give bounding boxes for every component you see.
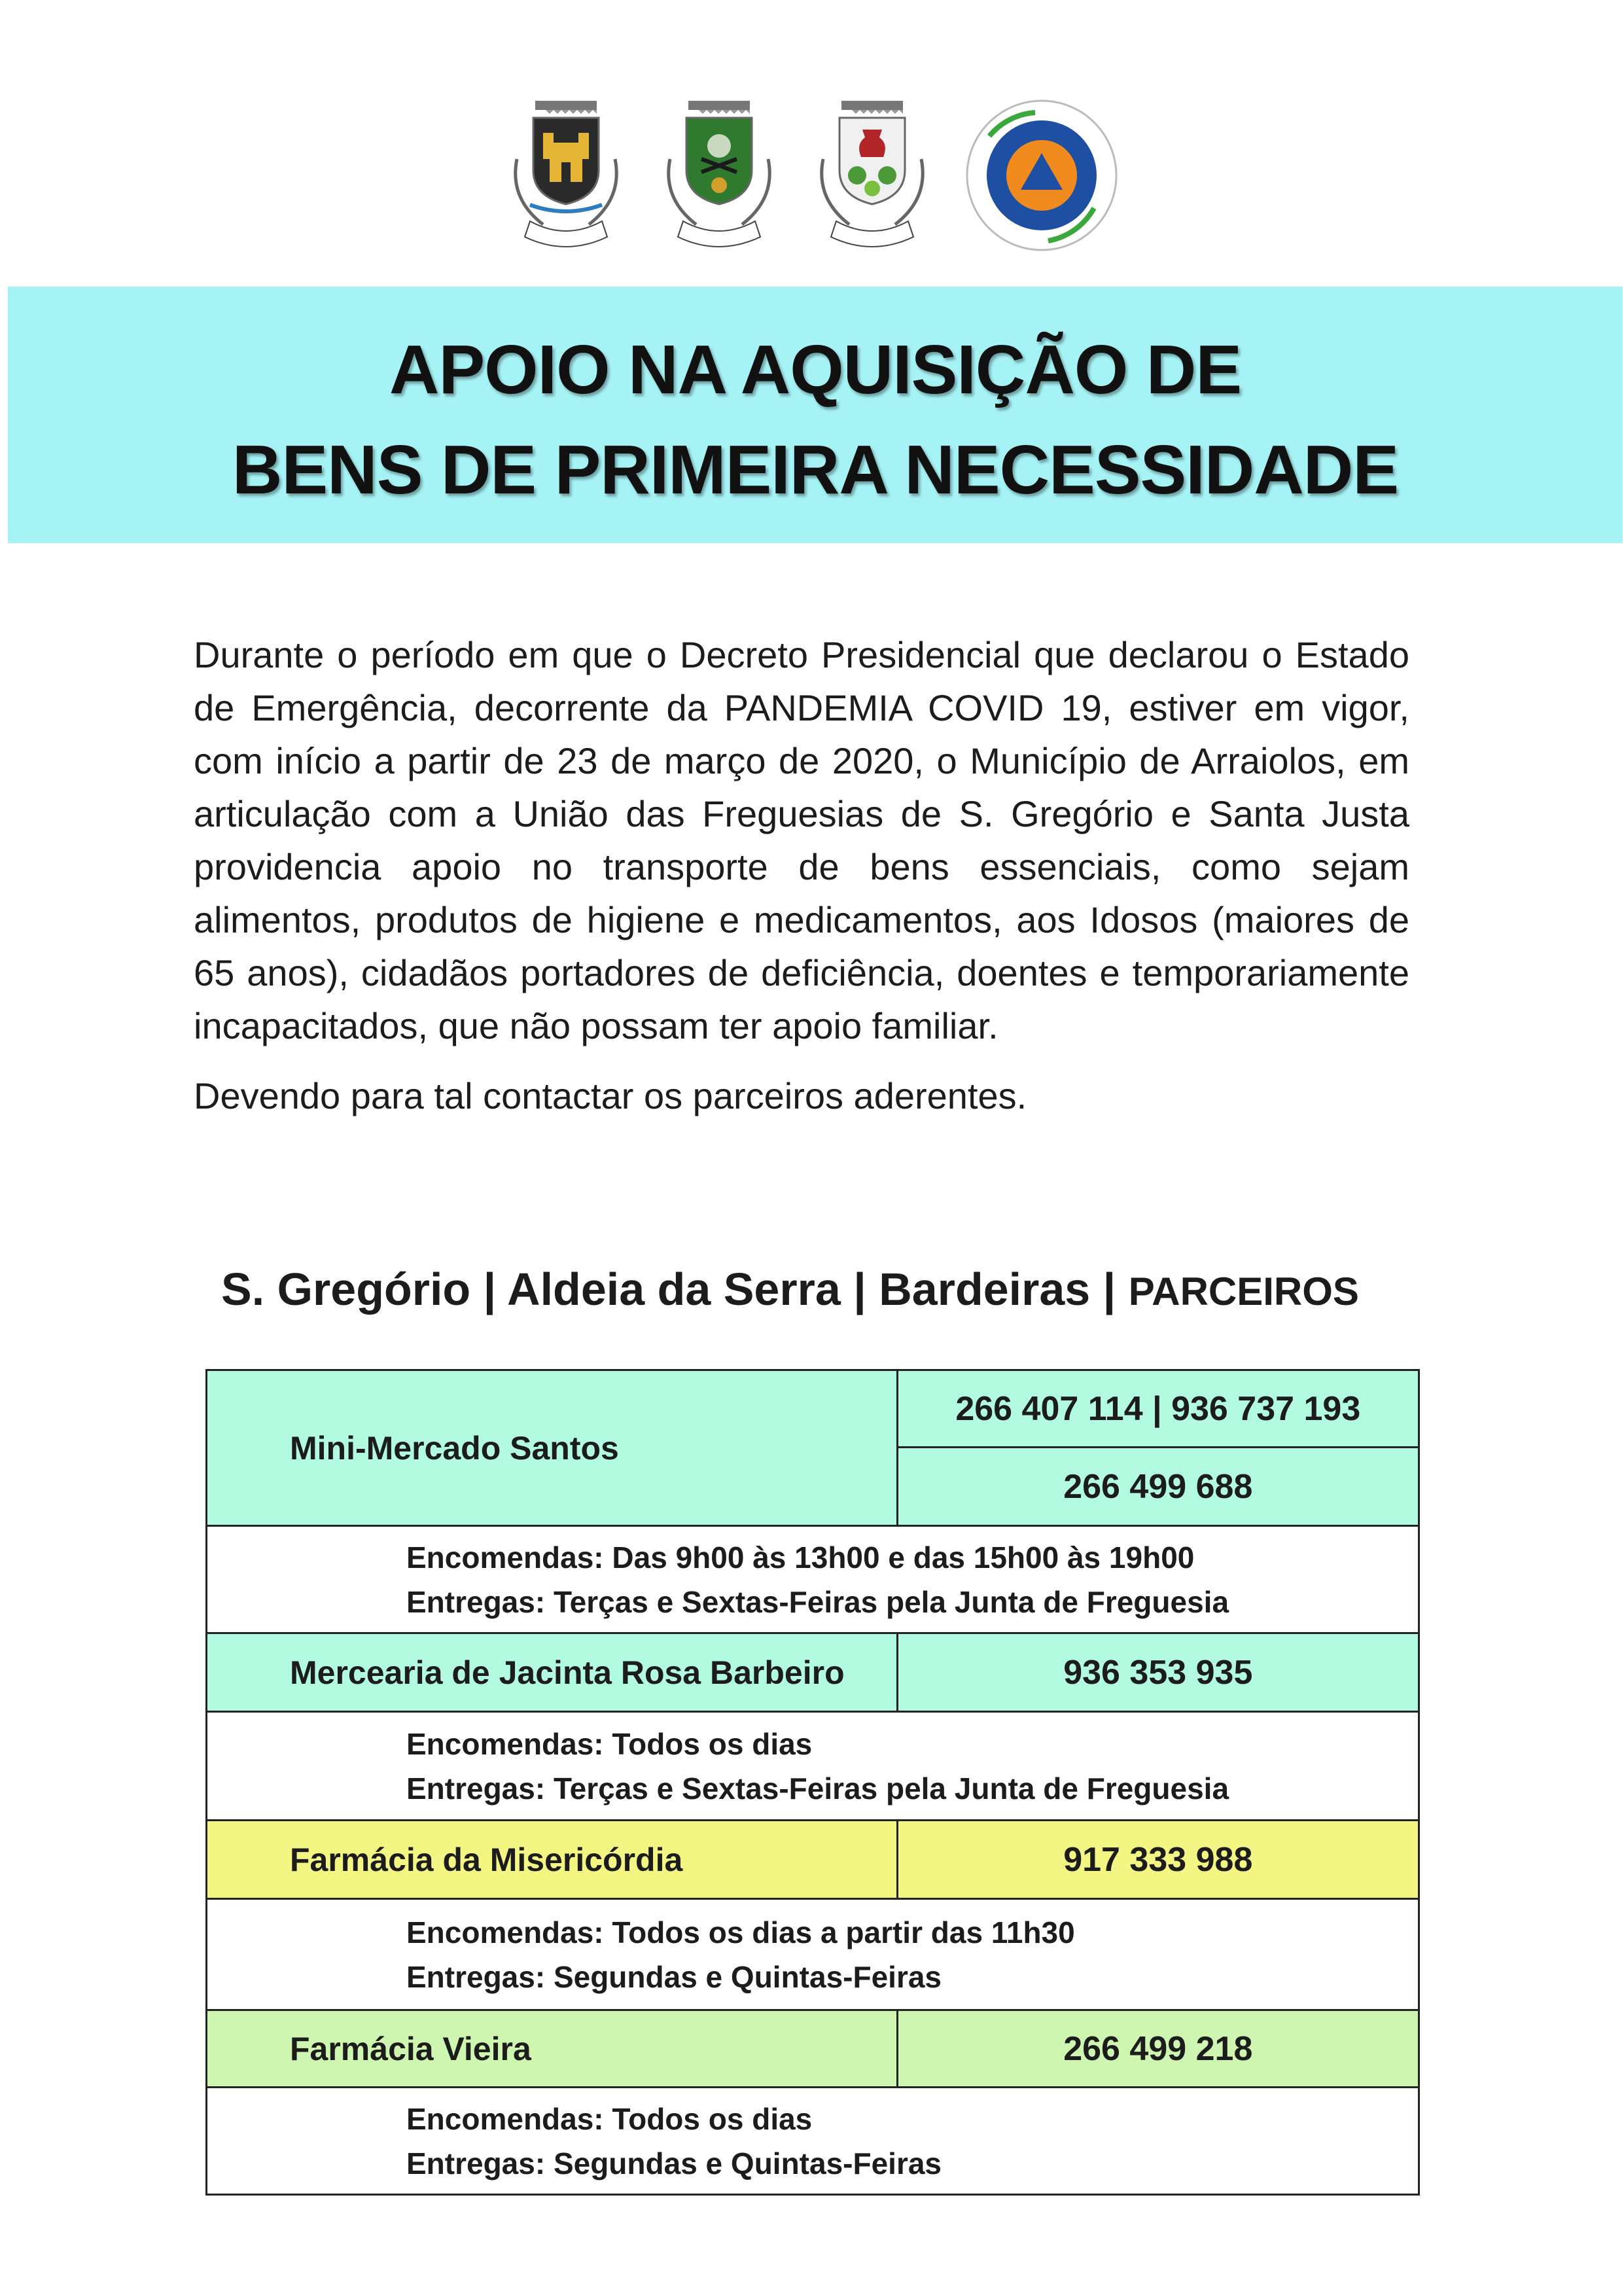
partner-name: Mercearia de Jacinta Rosa Barbeiro — [207, 1633, 898, 1712]
partner-name: Mini-Mercado Santos — [207, 1370, 898, 1526]
santa-justa-crest — [810, 97, 934, 254]
deliveries-text: Entregas: Terças e Sextas-Feiras pela Junta de Freguesia — [406, 1584, 1229, 1619]
partners-label: PARCEIROS — [1128, 1270, 1359, 1313]
partners-places: S. Gregório | Aldeia da Serra | Bardeiras | — [221, 1264, 1116, 1315]
orders-text: Encomendas: Todos os dias a partir das 11h30 — [406, 1915, 1075, 1949]
partner-phone: 936 353 935 — [897, 1633, 1419, 1712]
deliveries-text: Entregas: Terças e Sextas-Feiras pela Junta de Freguesia — [406, 1771, 1229, 1806]
partners-heading — [221, 1263, 1359, 1315]
partner-phone: 266 499 218 — [897, 2010, 1419, 2088]
partner-phone: 917 333 988 — [897, 1821, 1419, 1899]
partner-name: Farmácia da Misericórdia — [207, 1821, 898, 1899]
orders-text: Encomendas: Das 9h00 às 13h00 e das 15h00 às 19h00 — [406, 1540, 1195, 1574]
partner-phone: 266 407 114 | 936 737 193 — [897, 1370, 1419, 1448]
title-line-2: BENS DE PRIMEIRA NECESSIDADE — [232, 431, 1399, 508]
s-gregorio-crest — [657, 97, 781, 254]
intro-paragraph: Durante o período em que o Decreto Presidencial que declarou o Estado de Emergência, decorrente da PANDEMIA COVID 19, estiver em vigor, com início a partir de 23 de março de 2020, o Município de Arraiolos, em articulação com a União das Freguesias de S. Gregório e Santa Justa providencia apoio no transporte de bens essenciais, como sejam alimentos, produtos de higiene e medicamentos, aos Idosos (maiores de 65 anos), cidadãos portadores de deficiência, doentes e temporariamente incapacitados, que não possam ter apoio familiar. — [194, 634, 1409, 1046]
partners-table — [205, 1369, 1420, 2196]
title-line-1: APOIO NA AQUISIÇÃO DE — [389, 331, 1242, 408]
partner-info — [207, 1712, 1419, 1821]
deliveries-text: Entregas: Segundas e Quintas-Feiras — [406, 2146, 942, 2180]
title-banner — [8, 287, 1623, 543]
partner-phone: 266 499 688 — [897, 1448, 1419, 1526]
deliveries-text: Entregas: Segundas e Quintas-Feiras — [406, 1959, 942, 1994]
partner-info — [207, 2088, 1419, 2195]
closing-line: Devendo para tal contactar os parceiros aderentes. — [194, 1075, 1027, 1116]
partner-name: Farmácia Vieira — [207, 2010, 898, 2088]
logos-row — [0, 84, 1624, 267]
orders-text: Encomendas: Todos os dias — [406, 2101, 813, 2136]
proteccao-civil-logo — [963, 97, 1120, 254]
orders-text: Encomendas: Todos os dias — [406, 1726, 813, 1761]
partner-info — [207, 1526, 1419, 1633]
partner-info — [207, 1899, 1419, 2010]
vila-de-arraiolos-crest — [504, 97, 628, 254]
